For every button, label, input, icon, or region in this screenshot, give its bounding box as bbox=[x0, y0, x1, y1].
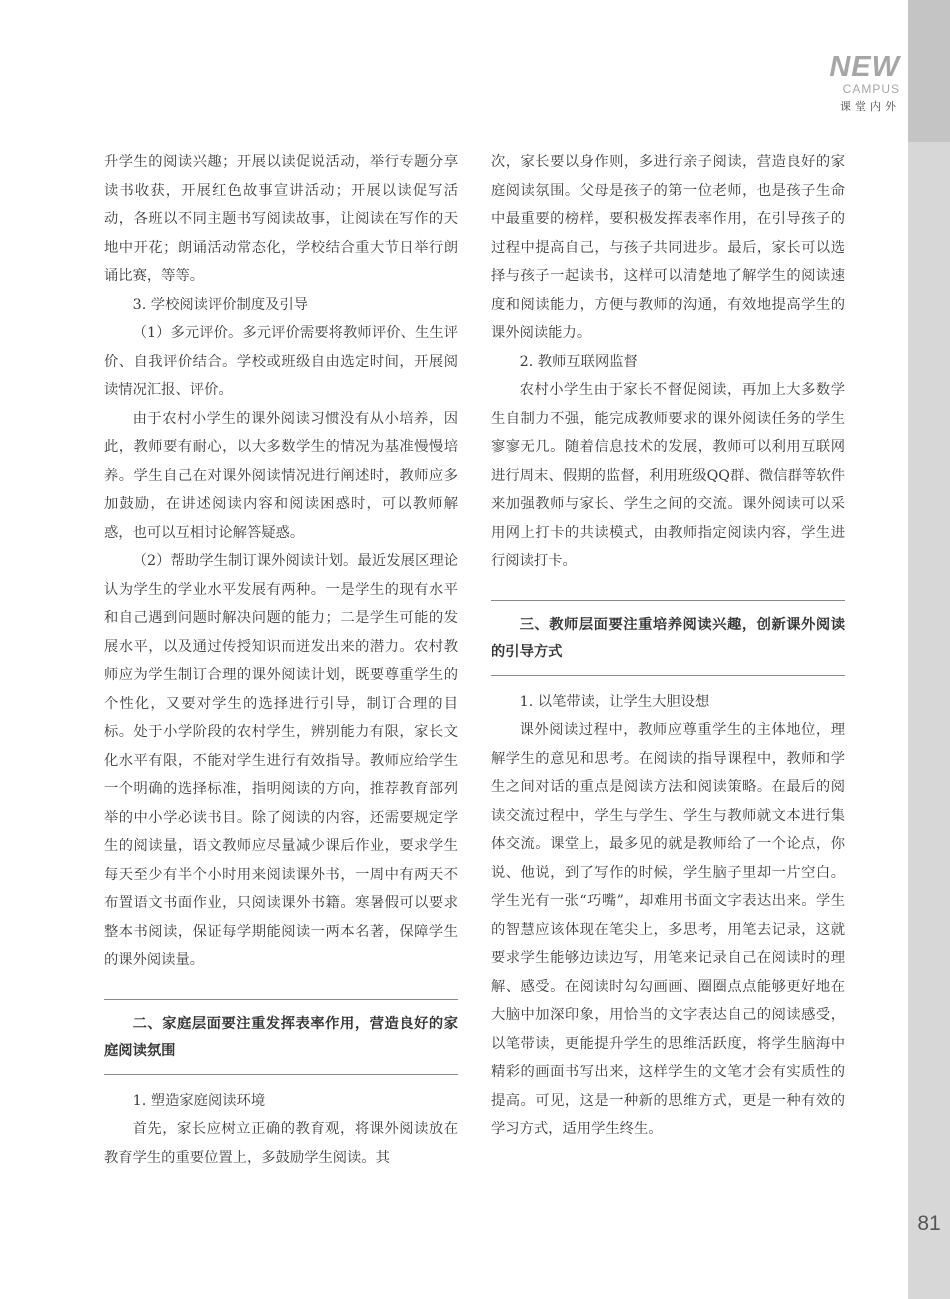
section-heading: 二、家庭层面要注重发挥表率作用，营造良好的家庭阅读氛围 bbox=[104, 999, 458, 1075]
left-column bbox=[104, 148, 458, 1172]
right-column bbox=[491, 148, 845, 1144]
paragraph: 课外阅读过程中，教师应尊重学生的主体地位，理解学生的意见和思考。在阅读的指导课程中，教师和学生之间对话的重点是阅读方法和阅读策略。在最后的阅读交流过程中，学生与学生、学生与教师就文本进行集体交流。课堂上，最多见的就是教师给了一个论点，你说、他说，到了写作的时候，学生脑子里却一片空白。学生光有一张“巧嘴”，却难用书面文字表达出来。学生的智慧应该体现在笔尖上，多思考，用笔去记录，这就要求学生能够边读边写，用笔来记录自己在阅读时的理解、感受。在阅读时勾勾画画、圈圈点点能够更好地在大脑中加深印象，用恰当的文字表达自己的阅读感受，以笔带读，更能提升学生的思维活跃度，将学生脑海中精彩的画面书写出来，这样学生的文笔才会有实质性的提高。可见，这是一种新的思维方式，更是一种有效的学习方式，适用学生终生。 bbox=[491, 722, 845, 1137]
subheading: 2. 教师互联网监督 bbox=[519, 353, 638, 370]
paragraph: 次，家长要以身作则，多进行亲子阅读，营造良好的家庭阅读氛围。父母是孩子的第一位老师，也是孩子生命中最重要的榜样，要积极发挥表率作用，在引导孩子的过程中提高自己，与孩子共同进步。最后，家长可以选择与孩子一起读书，这样可以清楚地了解学生的阅读速度和阅读能力，方便与教师的沟通，有效地提高学生的课外阅读能力。 bbox=[491, 154, 845, 341]
section-heading: 三、教师层面要注重培养阅读兴趣，创新课外阅读的引导方式 bbox=[491, 600, 845, 676]
subheading: 3. 学校阅读评价制度及引导 bbox=[132, 296, 309, 313]
paragraph: 由于农村小学生的课外阅读习惯没有从小培养，因此，教师要有耐心，以大多数学生的情况为基准慢慢培养。学生自己在对课外阅读情况进行阐述时，教师应多加鼓励，在讲述阅读内容和阅读困惑时，可以教师解惑，也可以互相讨论解答疑惑。 bbox=[104, 410, 458, 541]
page-number: 81 bbox=[917, 1212, 941, 1235]
brand-subtitle: CAMPUS bbox=[842, 82, 900, 96]
paragraph: 农村小学生由于家长不督促阅读，再加上大多数学生自制力不强，能完成教师要求的课外阅读任务的学生寥寥无几。随着信息技术的发展，教师可以利用互联网进行周末、假期的监督，利用班级QQ群、微信群等软件来加强教师与家长、学生之间的交流。课外阅读可以采用网上打卡的共读模式，由教师指定阅读内容，学生进行阅读打卡。 bbox=[491, 382, 845, 569]
brand-title: NEW bbox=[829, 51, 900, 83]
subheading: 1. 塑造家庭阅读环境 bbox=[132, 1092, 266, 1109]
magazine-brand bbox=[829, 52, 900, 115]
side-margin-bar bbox=[908, 0, 950, 1299]
subheading: 1. 以笔带读，让学生大胆设想 bbox=[519, 693, 710, 710]
paragraph: 升学生的阅读兴趣；开展以读促说活动，举行专题分享读书收获，开展红色故事宣讲活动；开展以读促写活动，各班以不同主题书写阅读故事，让阅读在写作的天地中开花；朗诵活动常态化，学校结合重大节日举行朗诵比赛，等等。 bbox=[104, 154, 458, 284]
paragraph: （2）帮助学生制订课外阅读计划。最近发展区理论认为学生的学业水平发展有两种。一是学生的现有水平和自己遇到问题时解决问题的能力；二是学生可能的发展水平，以及通过传授知识而迸发出来的潜力。农村教师应为学生制订合理的课外阅读计划，既要尊重学生的个性化，又要对学生的选择进行引导，制订合理的目标。处于小学阶段的农村学生，辨别能力有限，家长文化水平有限，不能对学生进行有效指导。教师应给学生一个明确的选择标准，指明阅读的方向，推荐教育部列举的中小学必读书目。除了阅读的内容，还需要规定学生的阅读量，语文教师应尽量减少课后作业，要求学生每天至少有半个小时用来阅读课外书，一周中有两天不布置语文书面作业，只阅读课外书籍。寒暑假可以要求整本书阅读，保证每学期能阅读一两本名著，保障学生的课外阅读量。 bbox=[104, 553, 459, 968]
paragraph: （1）多元评价。多元评价需要将教师评价、生生评价、自我评价结合。学校或班级自由选定时间，开展阅读情况汇报、评价。 bbox=[104, 325, 459, 398]
side-header-block bbox=[908, 0, 950, 142]
paragraph: 首先，家长应树立正确的教育观，将课外阅读放在教育学生的重要位置上，多鼓励学生阅读。其 bbox=[104, 1121, 458, 1166]
section-label: 课堂内外 bbox=[840, 100, 900, 113]
